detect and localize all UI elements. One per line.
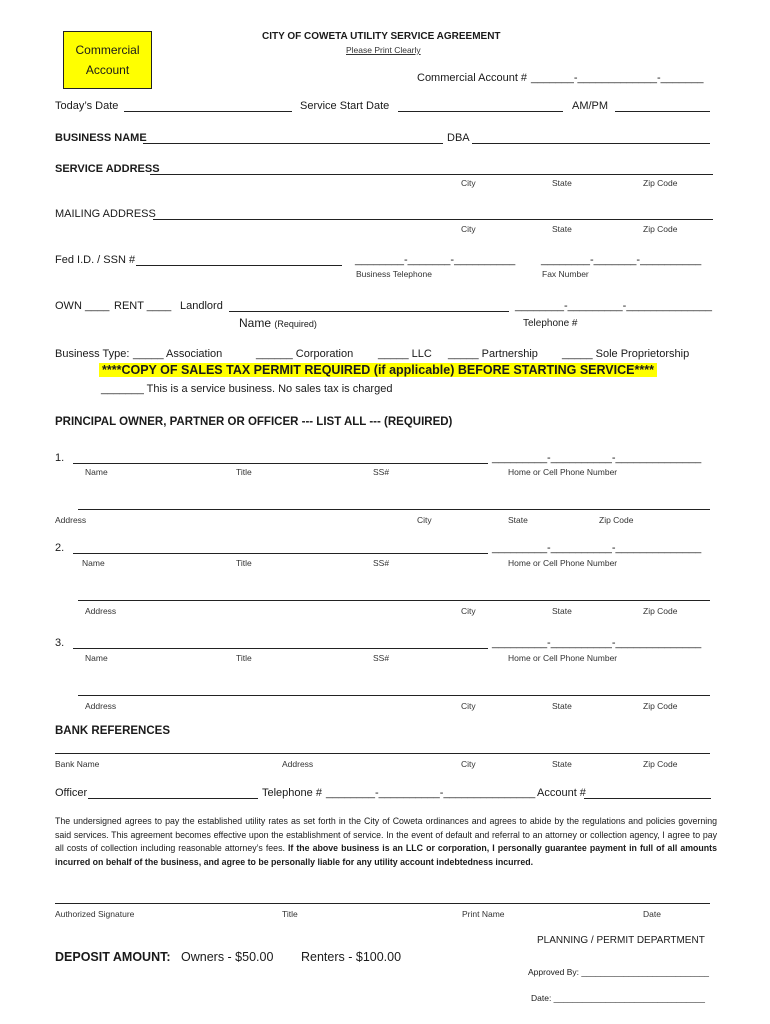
name-caption-text: Name: [239, 316, 272, 330]
ampm-field[interactable]: [615, 111, 710, 112]
signature-title-caption: Title: [282, 909, 298, 919]
authorized-signature-caption: Authorized Signature: [55, 909, 135, 919]
own-field[interactable]: OWN ____: [55, 300, 110, 312]
officer-label: Officer: [55, 787, 88, 799]
principal-1-address-caption: Address: [55, 515, 87, 525]
bank-name-field[interactable]: [55, 753, 710, 754]
service-start-field[interactable]: [398, 111, 563, 112]
principal-3-address-field[interactable]: [78, 695, 710, 696]
principal-2-city-caption: City: [461, 606, 476, 616]
principal-1-state-caption: State: [508, 515, 528, 525]
agreement-guarantee-text: If the above business is an LLC or corporation, I personally guarantee payment in full of all amounts incurred on behalf of the business, and agree to be personally liable for any utility account indebtedness incurred.: [55, 843, 717, 867]
principal-1-name-caption: Name: [85, 467, 108, 477]
commercial-account-badge: [63, 31, 152, 89]
business-name-field[interactable]: [143, 143, 443, 144]
principal-2-zip-caption: Zip Code: [643, 606, 678, 616]
principal-3-ssn-caption: SS#: [373, 653, 390, 663]
principal-3-name-caption: Name: [85, 653, 108, 663]
principal-1-title-caption: Title: [236, 467, 252, 477]
form-subtitle: Please Print Clearly: [346, 45, 421, 55]
approved-by-field[interactable]: Approved By: ___________________________: [528, 967, 710, 977]
agreement-paragraph: [55, 815, 717, 869]
principal-3-phone-field[interactable]: _________-__________-______________: [492, 637, 702, 649]
bank-zip-caption: Zip Code: [643, 759, 678, 769]
principal-2-phone-caption: Home or Cell Phone Number: [508, 558, 618, 568]
fax-number-field[interactable]: ________-_______-__________: [541, 254, 702, 266]
principal-1-zip-caption: Zip Code: [599, 515, 634, 525]
principal-1-number: 1.: [55, 452, 65, 464]
agreement-text: The undersigned agrees to pay the established utility rates as set forth in the City of Coweta ordinances and agrees to abide by the regulations and policies governing said services. This agreement becomes effective upon the establishment of service. In the event of default and referral to an attorney or collection agency, I agree to pay all costs of collection including reasonable attorney’s fees.: [55, 816, 717, 853]
principal-2-name-caption: Name: [82, 558, 105, 568]
principal-3-title-caption: Title: [236, 653, 252, 663]
principal-1-city-caption: City: [417, 515, 432, 525]
service-address-field[interactable]: [150, 174, 713, 175]
service-zip-caption: Zip Code: [643, 178, 678, 188]
principal-1-phone-caption: Home or Cell Phone Number: [508, 467, 618, 477]
bank-account-label: Account #: [537, 787, 586, 799]
commercial-account-label: Commercial Account #: [417, 72, 528, 84]
department-label: PLANNING / PERMIT DEPARTMENT: [537, 935, 705, 946]
principal-2-state-caption: State: [552, 606, 572, 616]
business-type-label: Business Type:: [55, 348, 130, 360]
business-telephone-field[interactable]: ________-_______-__________: [355, 254, 516, 266]
principal-2-phone-field[interactable]: _________-__________-______________: [492, 542, 702, 554]
bank-city-caption: City: [461, 759, 476, 769]
principal-2-ssn-caption: SS#: [373, 558, 390, 568]
business-type-sole-proprietorship[interactable]: _____ Sole Proprietorship: [562, 348, 690, 360]
dba-label: DBA: [447, 132, 470, 144]
principal-2-title-caption: Title: [236, 558, 252, 568]
todays-date-field[interactable]: [124, 111, 292, 112]
landlord-label: Landlord: [180, 300, 223, 312]
principal-1-name-field[interactable]: [73, 463, 488, 464]
service-state-caption: State: [552, 178, 572, 188]
principal-2-name-field[interactable]: [73, 553, 488, 554]
deposit-renters: Renters - $100.00: [301, 950, 402, 964]
principal-3-zip-caption: Zip Code: [643, 701, 678, 711]
signature-line[interactable]: [55, 903, 710, 904]
principal-3-phone-caption: Home or Cell Phone Number: [508, 653, 618, 663]
commercial-account-field[interactable]: _______-_____________-_______: [531, 72, 704, 84]
landlord-telephone-caption: Telephone #: [523, 318, 578, 329]
landlord-name-field[interactable]: [229, 311, 509, 312]
bank-account-field[interactable]: [584, 798, 711, 799]
service-start-label: Service Start Date: [300, 100, 390, 112]
fed-id-label: Fed I.D. / SSN #: [55, 254, 136, 266]
officer-field[interactable]: [88, 798, 258, 799]
business-type-llc[interactable]: _____ LLC: [378, 348, 432, 360]
landlord-name-caption: [239, 316, 317, 330]
form-title: CITY OF COWETA UTILITY SERVICE AGREEMENT: [262, 31, 501, 42]
business-type-corporation[interactable]: ______ Corporation: [256, 348, 354, 360]
service-business-field[interactable]: _______ This is a service business. No sales tax is charged: [101, 383, 393, 395]
mailing-address-field[interactable]: [153, 219, 713, 220]
bank-telephone-label: Telephone #: [262, 787, 322, 799]
fed-id-field[interactable]: [136, 265, 342, 266]
print-name-caption: Print Name: [462, 909, 505, 919]
business-telephone-caption: Business Telephone: [356, 269, 432, 279]
sales-tax-notice: ****COPY OF SALES TAX PERMIT REQUIRED (if applicable) BEFORE STARTING SERVICE****: [99, 363, 657, 377]
bank-address-caption: Address: [282, 759, 314, 769]
principal-3-city-caption: City: [461, 701, 476, 711]
deposit-amount-label: DEPOSIT AMOUNT:: [55, 950, 171, 964]
principal-1-address-field[interactable]: [78, 509, 710, 510]
service-address-label: SERVICE ADDRESS: [55, 163, 160, 175]
bank-references-heading: BANK REFERENCES: [55, 725, 171, 737]
mailing-city-caption: City: [461, 224, 476, 234]
dba-field[interactable]: [472, 143, 710, 144]
principal-2-address-caption: Address: [85, 606, 117, 616]
landlord-phone-field[interactable]: ________-_________-______________: [515, 300, 712, 312]
required-caption: (Required): [274, 319, 317, 329]
deposit-owners: Owners - $50.00: [181, 950, 274, 964]
principal-3-name-field[interactable]: [73, 648, 488, 649]
principal-3-state-caption: State: [552, 701, 572, 711]
business-type-association[interactable]: _____ Association: [133, 348, 223, 360]
business-type-partnership[interactable]: _____ Partnership: [448, 348, 538, 360]
principal-1-phone-field[interactable]: _________-__________-______________: [492, 452, 702, 464]
mailing-zip-caption: Zip Code: [643, 224, 678, 234]
service-city-caption: City: [461, 178, 476, 188]
bank-telephone-field[interactable]: ________-__________-_______________: [326, 787, 536, 799]
ampm-label: AM/PM: [572, 100, 609, 112]
rent-field[interactable]: RENT ____: [114, 300, 172, 312]
business-name-label: BUSINESS NAME: [55, 132, 147, 144]
principal-3-number: 3.: [55, 637, 65, 649]
bank-state-caption: State: [552, 759, 572, 769]
badge-line-1: Commercial: [75, 43, 140, 57]
approval-date-field[interactable]: Date: ________________________________: [531, 993, 705, 1003]
principal-1-ssn-caption: SS#: [373, 467, 390, 477]
principal-3-address-caption: Address: [85, 701, 117, 711]
principal-2-address-field[interactable]: [78, 600, 710, 601]
bank-name-caption: Bank Name: [55, 759, 100, 769]
badge-line-2: Account: [85, 63, 130, 77]
mailing-address-label: MAILING ADDRESS: [55, 208, 156, 220]
fax-number-caption: Fax Number: [542, 269, 589, 279]
signature-date-caption: Date: [643, 909, 661, 919]
principal-2-number: 2.: [55, 542, 65, 554]
principals-heading: PRINCIPAL OWNER, PARTNER OR OFFICER --- LIST ALL --- (REQUIRED): [55, 416, 453, 428]
mailing-state-caption: State: [552, 224, 572, 234]
todays-date-label: Today’s Date: [55, 100, 119, 112]
